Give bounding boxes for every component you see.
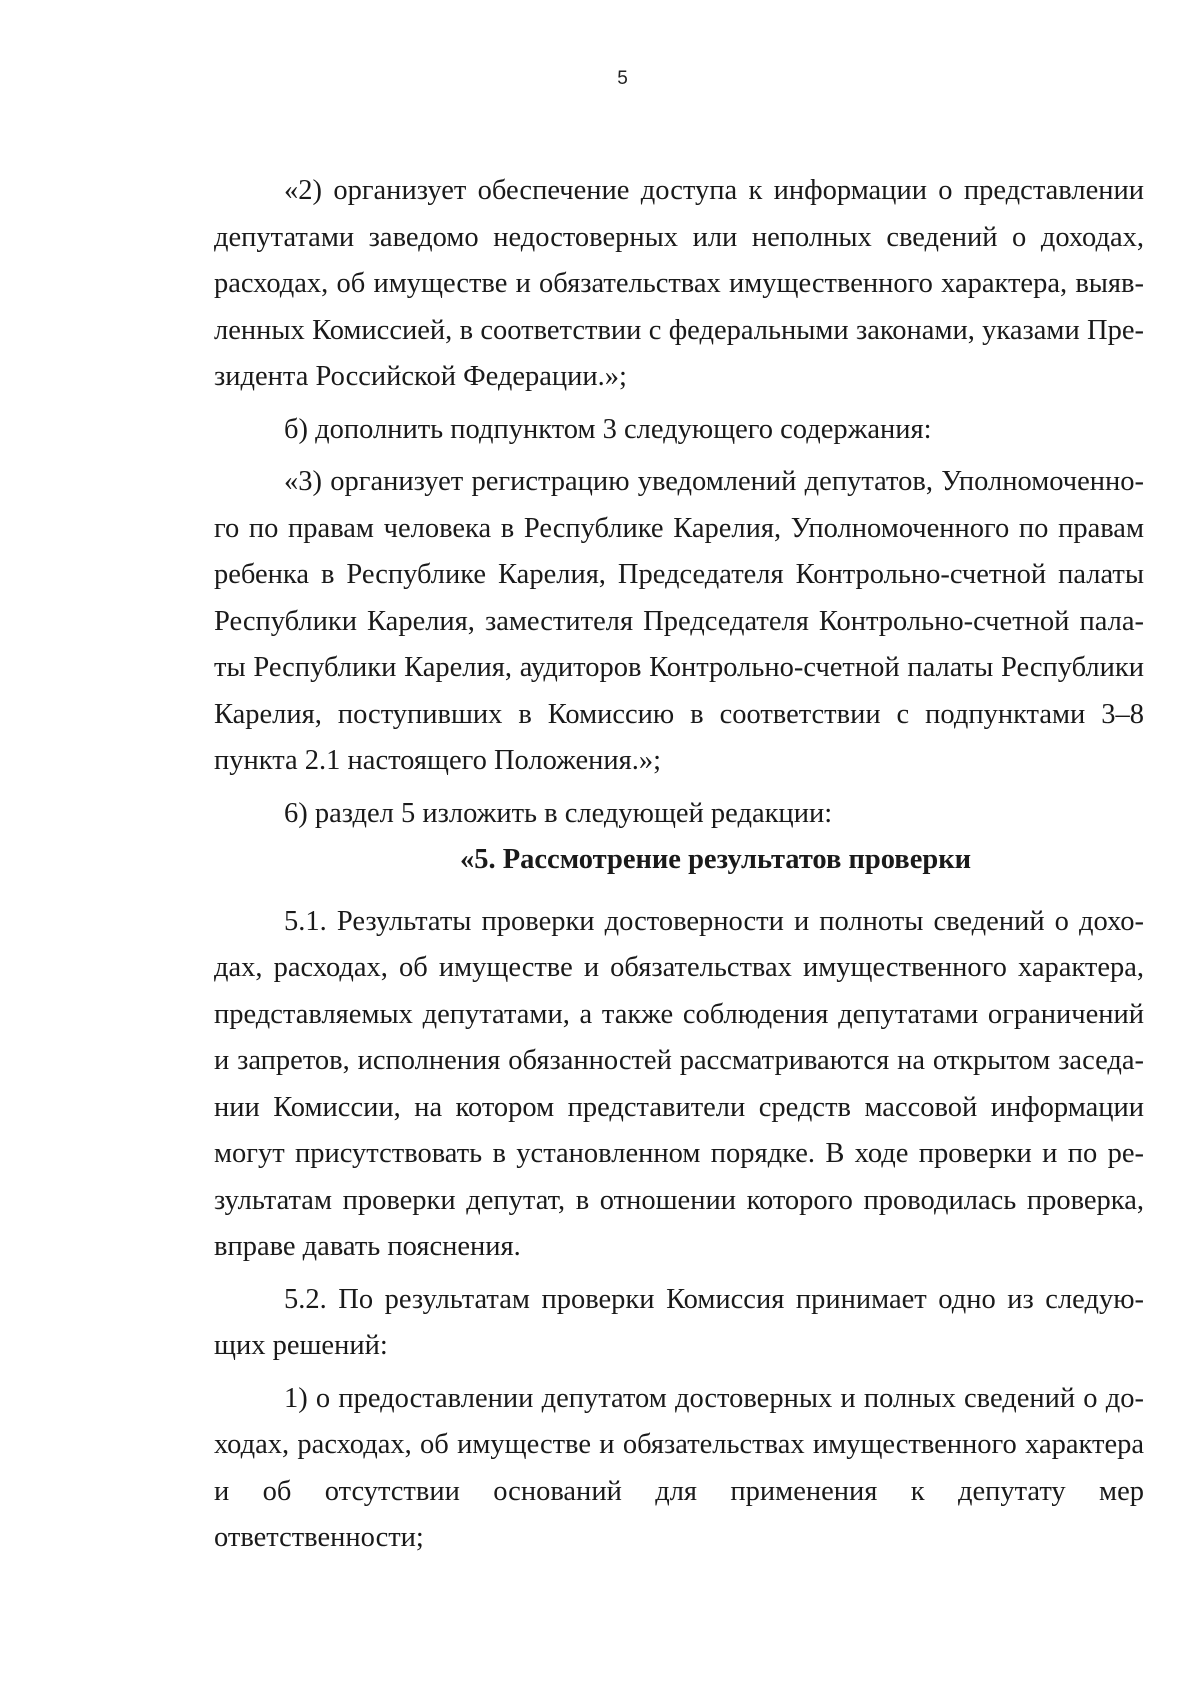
document-body: [214, 168, 1144, 1562]
paragraph-clause-2: «2) организует обеспечение доступа к информации о представлении депутатами заведомо недостоверных или неполных сведений о доходах, расходах, об имуществе и обязательствах имущественного характера, выявленных Комиссией, в соответствии с федеральными законами, указами Президента Российской Федерации.»;: [214, 175, 1144, 392]
section-heading: «5. Рассмотрение результатов проверки: [460, 844, 972, 875]
paragraph-clause-3: «3) организует регистрацию уведомлений депутатов, Уполномоченного по правам человека в Республике Карелия, Уполномоченного по правам ребенка в Республике Карелия, Председателя Контрольно-счетной палаты Республики Карелия, заместителя Председателя Контрольно-счетной палаты Республики Карелия, аудиторов Контрольно-счетной палаты Республики Карелия, поступивших в Комиссию в соответствии с подпунктами 3–8 пункта 2.1 настоящего Положения.»;: [214, 466, 1144, 776]
paragraph-amendment-6: 6) раздел 5 изложить в следующей редакции:: [284, 797, 833, 829]
paragraph-amendment-b: б) дополнить подпунктом 3 следующего содержания:: [284, 413, 932, 445]
paragraph-decision-1: 1) о предоставлении депутатом достоверных и полных сведений о доходах, расходах, об имуществе и обязательствах имущественного характера и об отсутствии оснований для применения к депутату мер ответственности;: [214, 1382, 1144, 1553]
page-number: 5: [617, 68, 628, 89]
paragraph-5-2: 5.2. По результатам проверки Комиссия принимает одно из следующих решений:: [214, 1283, 1144, 1361]
paragraph-5-1: 5.1. Результаты проверки достоверности и полноты сведений о доходах, расходах, об имуществе и обязательствах имущественного характера, представляемых депутатами, а также соблюдения депутатами ограничений и запретов, исполнения обязанностей рассматриваются на открытом заседании Комиссии, на котором представители средств массовой информации могут присутствовать в установленном порядке. В ходе проверки и по результатам проверки депутат, в отношении которого проводилась проверка, вправе давать пояснения.: [214, 905, 1144, 1262]
